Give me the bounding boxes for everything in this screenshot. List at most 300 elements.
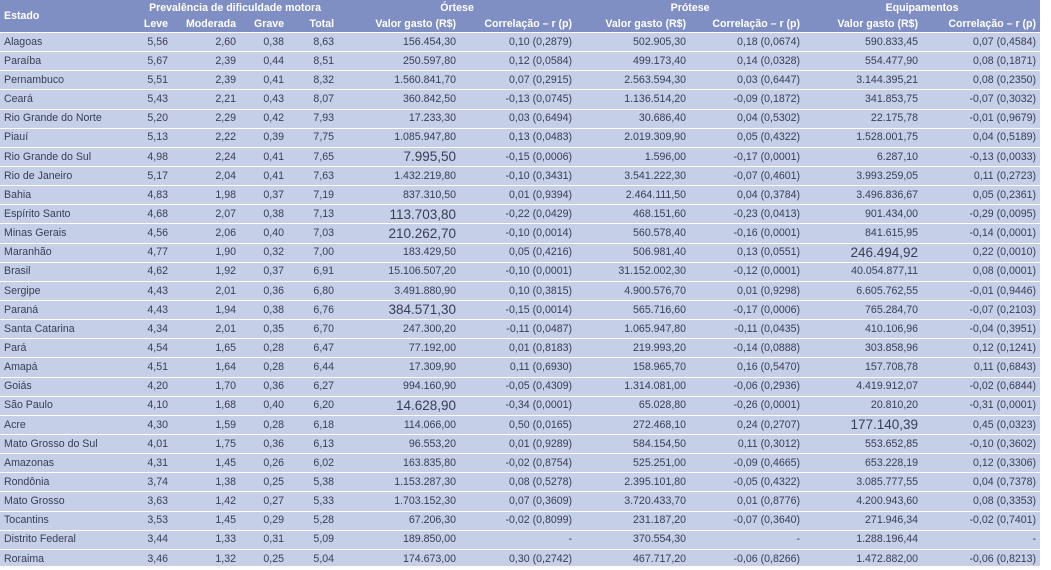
cell-equipamentos-correlacao: -0,01 (0,9446) [922, 281, 1040, 300]
cell-equipamentos-correlacao: 0,07 (0,4584) [922, 33, 1040, 52]
header-equipamentos-valor: Valor gasto (R$) [804, 15, 922, 33]
cell-total: 6,27 [288, 377, 338, 396]
cell-total: 5,38 [288, 473, 338, 492]
cell-protese-valor: 502.905,30 [576, 33, 690, 52]
cell-grave: 0,38 [240, 33, 288, 52]
cell-grave: 0,27 [240, 492, 288, 511]
cell-protese-correlacao: 0,14 (0,0328) [690, 52, 804, 71]
cell-moderada: 2,06 [172, 224, 240, 243]
cell-total: 6,44 [288, 358, 338, 377]
cell-equipamentos-correlacao: 0,08 (0,2350) [922, 71, 1040, 90]
cell-equipamentos-valor: 765.284,70 [804, 300, 922, 319]
cell-grave: 0,28 [240, 358, 288, 377]
cell-ortese-valor: 837.310,50 [338, 186, 460, 205]
cell-ortese-valor: 1.432.219,80 [338, 166, 460, 185]
cell-protese-correlacao: 0,04 (0,5302) [690, 109, 804, 128]
cell-total: 6,76 [288, 300, 338, 319]
cell-moderada: 2,04 [172, 166, 240, 185]
cell-moderada: 1,75 [172, 434, 240, 453]
cell-protese-correlacao: 0,24 (0,2707) [690, 415, 804, 434]
cell-protese-correlacao: - [690, 530, 804, 549]
cell-protese-correlacao: 0,01 (0,9298) [690, 281, 804, 300]
cell-ortese-correlacao: -0,11 (0,0487) [460, 320, 576, 339]
cell-ortese-correlacao: -0,22 (0,0429) [460, 205, 576, 224]
cell-ortese-valor: 15.106.507,20 [338, 262, 460, 281]
cell-protese-valor: 525.251,00 [576, 454, 690, 473]
cell-moderada: 1,42 [172, 492, 240, 511]
table-row [0, 473, 1040, 492]
cell-ortese-valor: 183.429,50 [338, 243, 460, 262]
cell-equipamentos-valor: 1.288.196,44 [804, 530, 922, 549]
cell-moderada: 2,39 [172, 52, 240, 71]
cell-equipamentos-correlacao: 0,04 (0,5189) [922, 128, 1040, 147]
cell-state: Roraima [0, 549, 132, 568]
header-protese-correlacao: Correlação – r (p) [690, 15, 804, 33]
cell-equipamentos-correlacao: -0,01 (0,9679) [922, 109, 1040, 128]
cell-state: Espírito Santo [0, 205, 132, 224]
cell-leve: 4,68 [132, 205, 172, 224]
cell-protese-valor: 158.965,70 [576, 358, 690, 377]
cell-state: Alagoas [0, 33, 132, 52]
table-row [0, 243, 1040, 262]
cell-leve: 5,17 [132, 166, 172, 185]
cell-grave: 0,40 [240, 396, 288, 415]
cell-grave: 0,44 [240, 52, 288, 71]
cell-grave: 0,25 [240, 549, 288, 568]
table-row [0, 147, 1040, 166]
cell-total: 8,63 [288, 33, 338, 52]
cell-total: 6,91 [288, 262, 338, 281]
cell-grave: 0,28 [240, 339, 288, 358]
cell-ortese-valor: 156.454,30 [338, 33, 460, 52]
cell-leve: 3,53 [132, 511, 172, 530]
table-row [0, 415, 1040, 434]
cell-protese-correlacao: -0,09 (0,4665) [690, 454, 804, 473]
cell-total: 7,65 [288, 147, 338, 166]
cell-moderada: 1,65 [172, 339, 240, 358]
cell-leve: 4,56 [132, 224, 172, 243]
table-row [0, 434, 1040, 453]
cell-ortese-correlacao: -0,15 (0,0014) [460, 300, 576, 319]
cell-leve: 4,83 [132, 186, 172, 205]
cell-moderada: 1,70 [172, 377, 240, 396]
cell-equipamentos-valor: 590.833,45 [804, 33, 922, 52]
cell-equipamentos-correlacao: -0,06 (0,8213) [922, 549, 1040, 568]
cell-ortese-correlacao: 0,05 (0,4216) [460, 243, 576, 262]
cell-leve: 4,62 [132, 262, 172, 281]
cell-ortese-correlacao: 0,01 (0,9394) [460, 186, 576, 205]
cell-total: 7,19 [288, 186, 338, 205]
cell-state: Rio Grande do Norte [0, 109, 132, 128]
cell-grave: 0,35 [240, 320, 288, 339]
cell-ortese-valor: 384.571,30 [338, 300, 460, 319]
cell-moderada: 2,29 [172, 109, 240, 128]
cell-ortese-correlacao: -0,10 (0,3431) [460, 166, 576, 185]
cell-moderada: 2,21 [172, 90, 240, 109]
cell-grave: 0,36 [240, 281, 288, 300]
cell-grave: 0,41 [240, 166, 288, 185]
cell-protese-valor: 506.981,40 [576, 243, 690, 262]
cell-grave: 0,41 [240, 71, 288, 90]
cell-equipamentos-correlacao: 0,08 (0,1871) [922, 52, 1040, 71]
cell-protese-correlacao: 0,18 (0,0674) [690, 33, 804, 52]
table-row [0, 205, 1040, 224]
cell-ortese-valor: 1.703.152,30 [338, 492, 460, 511]
cell-moderada: 1,92 [172, 262, 240, 281]
cell-leve: 4,77 [132, 243, 172, 262]
cell-protese-correlacao: 0,03 (0,6447) [690, 71, 804, 90]
cell-protese-correlacao: -0,12 (0,0001) [690, 262, 804, 281]
cell-moderada: 2,01 [172, 320, 240, 339]
table-row [0, 71, 1040, 90]
cell-moderada: 1,59 [172, 415, 240, 434]
cell-leve: 4,20 [132, 377, 172, 396]
cell-total: 5,09 [288, 530, 338, 549]
header-grave: Grave [240, 15, 288, 33]
header-group-prevalencia: Prevalência de dificuldade motora [132, 0, 338, 15]
cell-equipamentos-correlacao: 0,45 (0,0323) [922, 415, 1040, 434]
cell-protese-valor: 584.154,50 [576, 434, 690, 453]
cell-moderada: 2,22 [172, 128, 240, 147]
cell-ortese-correlacao: 0,30 (0,2742) [460, 549, 576, 568]
cell-equipamentos-correlacao: 0,22 (0,0010) [922, 243, 1040, 262]
cell-protese-correlacao: -0,05 (0,4322) [690, 473, 804, 492]
header-group-equipamentos: Equipamentos [804, 0, 1040, 15]
table-row [0, 396, 1040, 415]
cell-ortese-correlacao: 0,50 (0,0165) [460, 415, 576, 434]
table-header [0, 0, 1040, 33]
cell-state: Minas Gerais [0, 224, 132, 243]
header-ortese-valor: Valor gasto (R$) [338, 15, 460, 33]
cell-ortese-valor: 96.553,20 [338, 434, 460, 453]
cell-grave: 0,40 [240, 224, 288, 243]
cell-total: 6,20 [288, 396, 338, 415]
cell-equipamentos-correlacao: -0,07 (0,3032) [922, 90, 1040, 109]
cell-moderada: 1,32 [172, 549, 240, 568]
cell-state: Brasil [0, 262, 132, 281]
cell-state: Bahia [0, 186, 132, 205]
cell-leve: 4,30 [132, 415, 172, 434]
cell-equipamentos-correlacao: -0,07 (0,2103) [922, 300, 1040, 319]
cell-ortese-correlacao: -0,02 (0,8754) [460, 454, 576, 473]
cell-ortese-valor: 174.673,00 [338, 549, 460, 568]
table-row [0, 492, 1040, 511]
cell-total: 6,70 [288, 320, 338, 339]
table-row [0, 186, 1040, 205]
cell-ortese-valor: 77.192,00 [338, 339, 460, 358]
cell-protese-correlacao: -0,09 (0,1872) [690, 90, 804, 109]
table-row [0, 358, 1040, 377]
cell-total: 6,13 [288, 434, 338, 453]
cell-moderada: 2,01 [172, 281, 240, 300]
table-row [0, 128, 1040, 147]
cell-total: 5,33 [288, 492, 338, 511]
cell-equipamentos-correlacao: -0,14 (0,0001) [922, 224, 1040, 243]
table-row [0, 339, 1040, 358]
header-ortese-correlacao: Correlação – r (p) [460, 15, 576, 33]
cell-ortese-valor: 210.262,70 [338, 224, 460, 243]
cell-state: Maranhão [0, 243, 132, 262]
cell-protese-correlacao: -0,17 (0,0001) [690, 147, 804, 166]
cell-equipamentos-valor: 1.528.001,75 [804, 128, 922, 147]
cell-protese-valor: 219.993,20 [576, 339, 690, 358]
cell-leve: 5,56 [132, 33, 172, 52]
cell-ortese-correlacao: 0,11 (0,6930) [460, 358, 576, 377]
cell-grave: 0,42 [240, 109, 288, 128]
cell-state: Distrito Federal [0, 530, 132, 549]
cell-ortese-valor: 360.842,50 [338, 90, 460, 109]
table-row [0, 320, 1040, 339]
cell-grave: 0,25 [240, 473, 288, 492]
cell-equipamentos-valor: 271.946,34 [804, 511, 922, 530]
cell-state: Goiás [0, 377, 132, 396]
cell-ortese-valor: 113.703,80 [338, 205, 460, 224]
cell-protese-correlacao: 0,11 (0,3012) [690, 434, 804, 453]
cell-total: 5,04 [288, 549, 338, 568]
cell-equipamentos-valor: 653.228,19 [804, 454, 922, 473]
cell-ortese-correlacao: 0,07 (0,2915) [460, 71, 576, 90]
cell-grave: 0,38 [240, 205, 288, 224]
cell-leve: 4,43 [132, 281, 172, 300]
cell-equipamentos-correlacao: -0,13 (0,0033) [922, 147, 1040, 166]
cell-ortese-valor: 189.850,00 [338, 530, 460, 549]
cell-moderada: 1,68 [172, 396, 240, 415]
cell-leve: 3,46 [132, 549, 172, 568]
cell-grave: 0,37 [240, 186, 288, 205]
table-row [0, 511, 1040, 530]
cell-ortese-correlacao: 0,12 (0,0584) [460, 52, 576, 71]
header-moderada: Moderada [172, 15, 240, 33]
cell-grave: 0,31 [240, 530, 288, 549]
cell-ortese-valor: 163.835,80 [338, 454, 460, 473]
cell-total: 7,13 [288, 205, 338, 224]
table-row [0, 549, 1040, 568]
cell-ortese-valor: 114.066,00 [338, 415, 460, 434]
cell-moderada: 1,64 [172, 358, 240, 377]
cell-total: 7,93 [288, 109, 338, 128]
table-row [0, 52, 1040, 71]
cell-protese-valor: 565.716,60 [576, 300, 690, 319]
cell-total: 6,47 [288, 339, 338, 358]
cell-ortese-correlacao: 0,03 (0,6494) [460, 109, 576, 128]
cell-protese-correlacao: -0,06 (0,2936) [690, 377, 804, 396]
header-equipamentos-correlacao: Correlação – r (p) [922, 15, 1040, 33]
cell-grave: 0,36 [240, 434, 288, 453]
cell-protese-correlacao: -0,16 (0,0001) [690, 224, 804, 243]
cell-leve: 4,10 [132, 396, 172, 415]
cell-protese-valor: 272.468,10 [576, 415, 690, 434]
cell-protese-valor: 370.554,30 [576, 530, 690, 549]
cell-equipamentos-valor: 341.853,75 [804, 90, 922, 109]
cell-leve: 4,98 [132, 147, 172, 166]
cell-leve: 5,43 [132, 90, 172, 109]
cell-equipamentos-valor: 901.434,00 [804, 205, 922, 224]
cell-leve: 4,31 [132, 454, 172, 473]
cell-total: 8,07 [288, 90, 338, 109]
cell-total: 6,80 [288, 281, 338, 300]
table-row [0, 33, 1040, 52]
cell-equipamentos-correlacao: 0,12 (0,1241) [922, 339, 1040, 358]
cell-state: Mato Grosso [0, 492, 132, 511]
cell-total: 7,63 [288, 166, 338, 185]
cell-ortese-valor: 1.085.947,80 [338, 128, 460, 147]
cell-ortese-correlacao: 0,08 (0,5278) [460, 473, 576, 492]
cell-equipamentos-valor: 246.494,92 [804, 243, 922, 262]
cell-state: Rio de Janeiro [0, 166, 132, 185]
cell-grave: 0,39 [240, 128, 288, 147]
cell-equipamentos-valor: 1.472.882,00 [804, 549, 922, 568]
cell-state: Paraná [0, 300, 132, 319]
cell-protese-correlacao: 0,05 (0,4322) [690, 128, 804, 147]
cell-protese-correlacao: -0,14 (0,0888) [690, 339, 804, 358]
cell-equipamentos-valor: 3.085.777,55 [804, 473, 922, 492]
cell-leve: 4,51 [132, 358, 172, 377]
cell-ortese-valor: 1.153.287,30 [338, 473, 460, 492]
cell-equipamentos-correlacao: 0,08 (0,0001) [922, 262, 1040, 281]
cell-ortese-valor: 994.160,90 [338, 377, 460, 396]
cell-moderada: 1,90 [172, 243, 240, 262]
table-row [0, 281, 1040, 300]
cell-equipamentos-correlacao: -0,31 (0,0001) [922, 396, 1040, 415]
cell-total: 7,00 [288, 243, 338, 262]
cell-equipamentos-valor: 177.140,39 [804, 415, 922, 434]
cell-state: Acre [0, 415, 132, 434]
cell-protese-correlacao: 0,04 (0,3784) [690, 186, 804, 205]
cell-protese-valor: 4.900.576,70 [576, 281, 690, 300]
cell-ortese-correlacao: -0,34 (0,0001) [460, 396, 576, 415]
cell-total: 8,32 [288, 71, 338, 90]
cell-equipamentos-correlacao: - [922, 530, 1040, 549]
cell-total: 5,28 [288, 511, 338, 530]
table-row [0, 166, 1040, 185]
cell-equipamentos-valor: 841.615,95 [804, 224, 922, 243]
table-row [0, 530, 1040, 549]
cell-moderada: 1,38 [172, 473, 240, 492]
cell-equipamentos-correlacao: 0,05 (0,2361) [922, 186, 1040, 205]
table-row [0, 377, 1040, 396]
cell-protese-correlacao: 0,16 (0,5470) [690, 358, 804, 377]
cell-equipamentos-valor: 6.605.762,55 [804, 281, 922, 300]
cell-grave: 0,43 [240, 90, 288, 109]
cell-ortese-valor: 14.628,90 [338, 396, 460, 415]
cell-state: Pernambuco [0, 71, 132, 90]
cell-equipamentos-correlacao: -0,02 (0,6844) [922, 377, 1040, 396]
cell-moderada: 1,45 [172, 511, 240, 530]
cell-grave: 0,29 [240, 511, 288, 530]
table-body [0, 33, 1040, 568]
cell-ortese-correlacao: -0,10 (0,0014) [460, 224, 576, 243]
cell-protese-valor: 1.596,00 [576, 147, 690, 166]
cell-moderada: 1,45 [172, 454, 240, 473]
cell-protese-valor: 30.686,40 [576, 109, 690, 128]
cell-equipamentos-correlacao: 0,12 (0,3306) [922, 454, 1040, 473]
cell-ortese-valor: 1.560.841,70 [338, 71, 460, 90]
cell-ortese-valor: 250.597,80 [338, 52, 460, 71]
cell-equipamentos-valor: 3.144.395,21 [804, 71, 922, 90]
cell-protese-correlacao: -0,07 (0,3640) [690, 511, 804, 530]
cell-protese-valor: 467.717,20 [576, 549, 690, 568]
cell-moderada: 2,39 [172, 71, 240, 90]
cell-ortese-correlacao: 0,01 (0,9289) [460, 434, 576, 453]
cell-equipamentos-correlacao: -0,02 (0,7401) [922, 511, 1040, 530]
cell-state: Amazonas [0, 454, 132, 473]
cell-ortese-correlacao: 0,13 (0,0483) [460, 128, 576, 147]
cell-state: São Paulo [0, 396, 132, 415]
cell-ortese-correlacao: 0,10 (0,2879) [460, 33, 576, 52]
table-row [0, 300, 1040, 319]
cell-equipamentos-valor: 410.106,96 [804, 320, 922, 339]
cell-ortese-valor: 17.233,30 [338, 109, 460, 128]
cell-leve: 3,63 [132, 492, 172, 511]
table-row [0, 90, 1040, 109]
cell-state: Santa Catarina [0, 320, 132, 339]
cell-equipamentos-valor: 6.287,10 [804, 147, 922, 166]
header-leve: Leve [132, 15, 172, 33]
cell-grave: 0,32 [240, 243, 288, 262]
cell-protese-correlacao: -0,26 (0,0001) [690, 396, 804, 415]
cell-ortese-correlacao: -0,13 (0,0745) [460, 90, 576, 109]
cell-ortese-correlacao: 0,01 (0,8183) [460, 339, 576, 358]
cell-moderada: 1,94 [172, 300, 240, 319]
cell-equipamentos-correlacao: 0,04 (0,7378) [922, 473, 1040, 492]
cell-total: 7,03 [288, 224, 338, 243]
cell-ortese-correlacao: 0,10 (0,3815) [460, 281, 576, 300]
cell-total: 6,02 [288, 454, 338, 473]
cell-protese-valor: 560.578,40 [576, 224, 690, 243]
cell-protese-correlacao: -0,11 (0,0435) [690, 320, 804, 339]
cell-protese-valor: 3.720.433,70 [576, 492, 690, 511]
table-row [0, 454, 1040, 473]
cell-total: 8,51 [288, 52, 338, 71]
cell-protese-valor: 65.028,80 [576, 396, 690, 415]
table-row [0, 224, 1040, 243]
cell-equipamentos-correlacao: 0,08 (0,3353) [922, 492, 1040, 511]
cell-ortese-valor: 247.300,20 [338, 320, 460, 339]
cell-leve: 5,67 [132, 52, 172, 71]
cell-total: 7,75 [288, 128, 338, 147]
cell-ortese-valor: 3.491.880,90 [338, 281, 460, 300]
cell-state: Amapá [0, 358, 132, 377]
cell-equipamentos-valor: 157.708,78 [804, 358, 922, 377]
cell-leve: 5,51 [132, 71, 172, 90]
cell-grave: 0,28 [240, 415, 288, 434]
cell-leve: 3,74 [132, 473, 172, 492]
cell-equipamentos-correlacao: -0,29 (0,0095) [922, 205, 1040, 224]
cell-ortese-correlacao: -0,15 (0,0006) [460, 147, 576, 166]
cell-protese-correlacao: 0,13 (0,0551) [690, 243, 804, 262]
cell-leve: 4,01 [132, 434, 172, 453]
cell-state: Mato Grosso do Sul [0, 434, 132, 453]
cell-ortese-correlacao: -0,02 (0,8099) [460, 511, 576, 530]
cell-state: Tocantins [0, 511, 132, 530]
cell-grave: 0,26 [240, 454, 288, 473]
cell-moderada: 1,33 [172, 530, 240, 549]
cell-moderada: 2,60 [172, 33, 240, 52]
cell-ortese-correlacao: -0,10 (0,0001) [460, 262, 576, 281]
cell-equipamentos-valor: 3.993.259,05 [804, 166, 922, 185]
cell-state: Paraíba [0, 52, 132, 71]
cell-equipamentos-correlacao: 0,11 (0,6843) [922, 358, 1040, 377]
cell-leve: 5,20 [132, 109, 172, 128]
header-estado: Estado [0, 0, 132, 33]
cell-moderada: 2,07 [172, 205, 240, 224]
cell-protese-valor: 1.314.081,00 [576, 377, 690, 396]
cell-equipamentos-valor: 4.419.912,07 [804, 377, 922, 396]
cell-protese-valor: 2.464.111,50 [576, 186, 690, 205]
cell-leve: 3,44 [132, 530, 172, 549]
cell-grave: 0,36 [240, 377, 288, 396]
cell-equipamentos-valor: 303.858,96 [804, 339, 922, 358]
